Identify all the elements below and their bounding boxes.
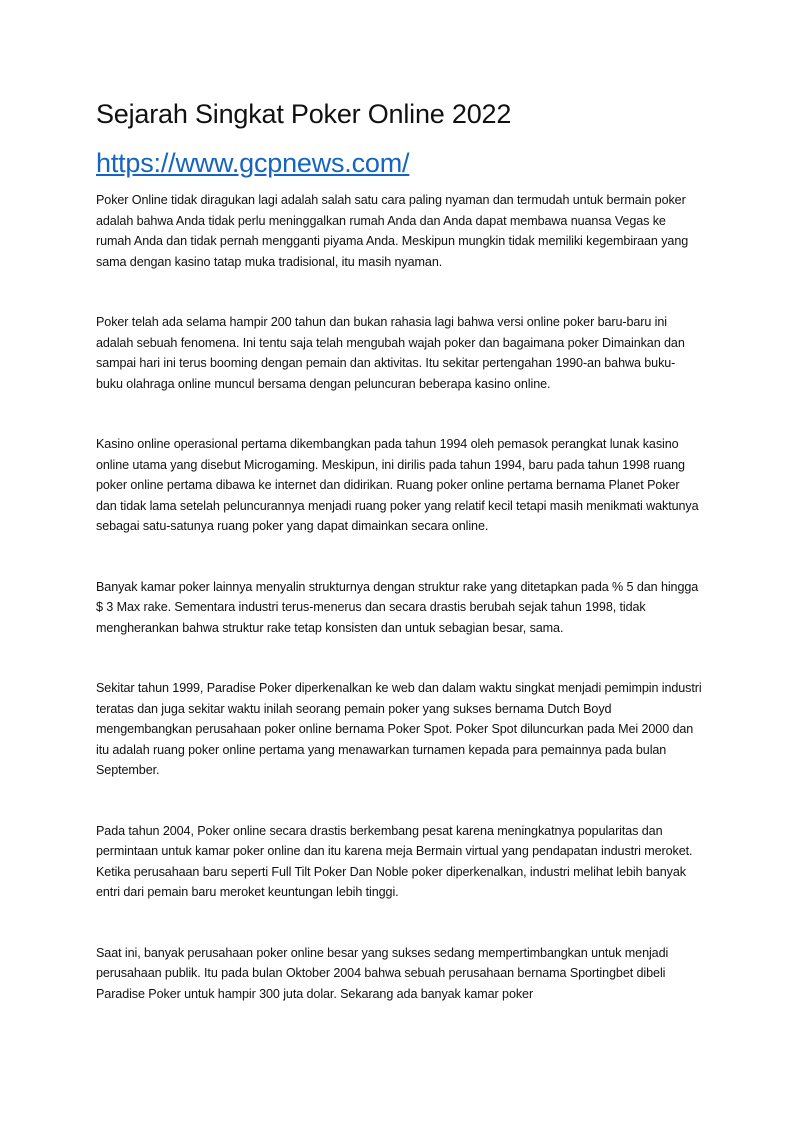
document-title: Sejarah Singkat Poker Online 2022: [96, 99, 512, 129]
source-link[interactable]: https://www.gcpnews.com/: [96, 148, 410, 178]
paragraph-3: Kasino online operasional pertama dikembangkan pada tahun 1994 oleh pemasok perangkat lunak kasino online utama yang disebut Microgaming. Meskipun, ini dirilis pada tahun 1994, baru pada tahun 1998 ruang poker online pertama dibawa ke internet dan didirikan. Ruang poker online pertama bernama Planet Poker dan tidak lama setelah peluncurannya menjadi ruang poker yang relatif kecil tetapi masih menikmati waktunya sebagai satu-satunya ruang poker yang dapat dimainkan secara online.: [96, 437, 699, 533]
document-body: [96, 190, 702, 1004]
document-page: [96, 96, 702, 1004]
paragraph-5: Sekitar tahun 1999, Paradise Poker diperkenalkan ke web dan dalam waktu singkat menjadi pemimpin industri teratas dan juga sekitar waktu inilah seorang pemain poker yang sukses bernama Dutch Boyd mengembangkan perusahaan poker online bernama Poker Spot. Poker Spot diluncurkan pada Mei 2000 dan itu adalah ruang poker online pertama yang menawarkan turnamen kepada para pemainnya pada bulan September.: [96, 681, 702, 777]
paragraph-4: Banyak kamar poker lainnya menyalin strukturnya dengan struktur rake yang ditetapkan pada % 5 dan hingga $ 3 Max rake. Sementara industri terus-menerus dan secara drastis berubah sejak tahun 1998, tidak mengherankan bahwa struktur rake tetap konsisten dan untuk sebagian besar, sama.: [96, 579, 699, 635]
paragraph-1: Poker Online tidak diragukan lagi adalah salah satu cara paling nyaman dan termudah untuk bermain poker adalah bahwa Anda tidak perlu meninggalkan rumah Anda dan Anda dapat membawa nuansa Vegas ke rumah Anda dan tidak pernah mengganti piyama Anda. Meskipun mungkin tidak memiliki kegembiraan yang sama dengan kasino tatap muka tradisional, itu masih nyaman.: [96, 193, 689, 269]
paragraph-6: Pada tahun 2004, Poker online secara drastis berkembang pesat karena meningkatnya popularitas dan permintaan untuk kamar poker online dan itu karena meja Bermain virtual yang pendapatan industri meroket. Ketika perusahaan baru seperti Full Tilt Poker Dan Noble poker diperkenalkan, industri melihat lebih banyak entri dari pemain baru meroket keuntungan lebih tinggi.: [96, 823, 693, 899]
paragraph-7: Saat ini, banyak perusahaan poker online besar yang sukses sedang mempertimbangkan untuk menjadi perusahaan publik. Itu pada bulan Oktober 2004 bahwa sebuah perusahaan bernama Sportingbet dibeli Paradise Poker untuk hampir 300 juta dolar. Sekarang ada banyak kamar poker: [96, 945, 669, 1001]
paragraph-2: Poker telah ada selama hampir 200 tahun dan bukan rahasia lagi bahwa versi online poker baru-baru ini adalah sebuah fenomena. Ini tentu saja telah mengubah wajah poker dan bagaimana poker Dimainkan dan sampai hari ini terus booming dengan pemain dan aktivitas. Itu sekitar pertengahan 1990-an bahwa buku-buku olahraga online muncul bersama dengan peluncuran beberapa kasino online.: [96, 315, 685, 391]
